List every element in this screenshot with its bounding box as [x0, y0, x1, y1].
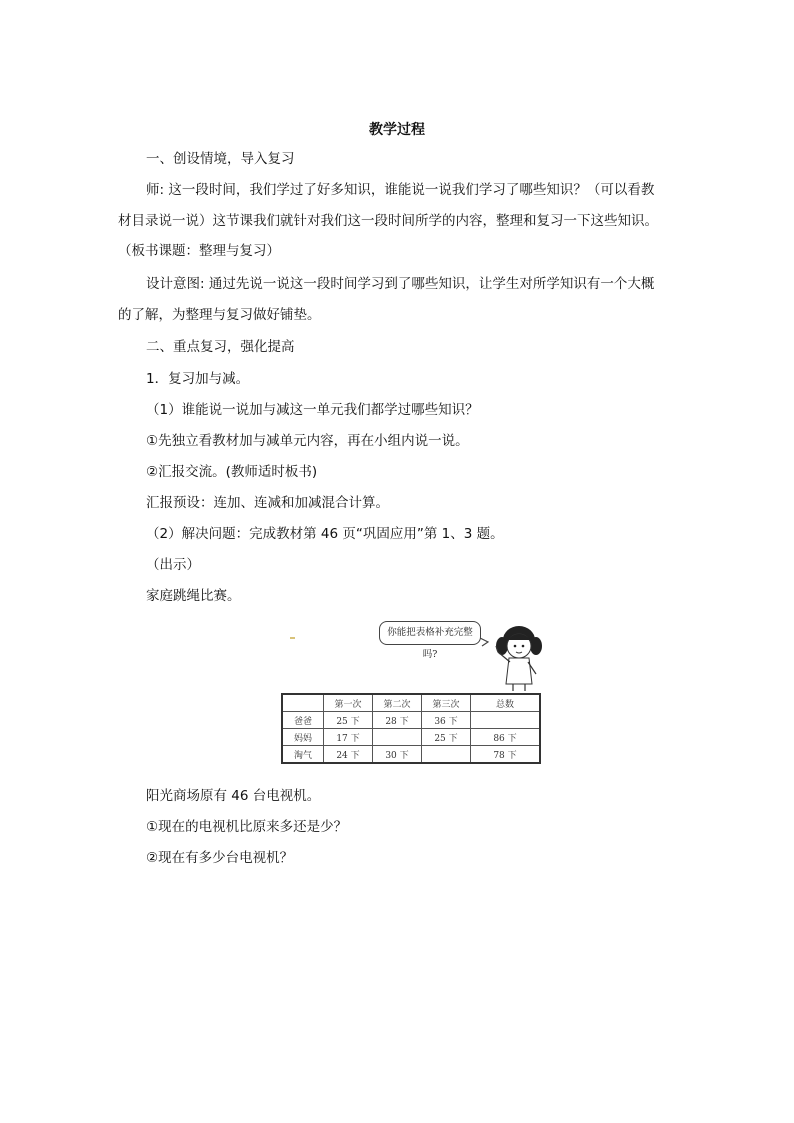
report-preset: 汇报预设：连加、连减和加减混合计算。 [146, 495, 389, 511]
header-cell: 第二次 [373, 694, 422, 712]
show-note: （出示） [146, 557, 200, 573]
table-row [282, 712, 540, 729]
question-2: （2）解决问题：完成教材第 46 页“巩固应用”第 1、3 题。 [146, 526, 504, 542]
header-cell: 第三次 [422, 694, 471, 712]
table-header-row [282, 694, 540, 712]
teacher-paragraph-line-3: （板书课题：整理与复习） [118, 243, 280, 259]
teacher-paragraph-line-1: 师: 这一段时间，我们学过了好多知识，谁能说一说我们学习了哪些知识？（可以看教 [146, 182, 655, 198]
table-cell [422, 746, 471, 764]
header-cell: 第一次 [324, 694, 373, 712]
problem-2-title: 阳光商场原有 46 台电视机。 [146, 788, 321, 804]
girl-illustration [480, 618, 552, 692]
table-cell: 25 下 [422, 729, 471, 746]
table-cell: 36 下 [422, 712, 471, 729]
teacher-paragraph-line-2: 材目录说一说）这节课我们就针对我们这一段时间所学的内容，整理和复习一下这些知识。 [118, 213, 658, 229]
item-1-heading: 1．复习加与减。 [146, 371, 250, 387]
table-row [282, 746, 540, 764]
rope-skipping-table [281, 693, 541, 764]
table-cell: 30 下 [373, 746, 422, 764]
step-1: ①先独立看教材加与减单元内容，再在小组内说一说。 [146, 433, 469, 449]
table-cell: 28 下 [373, 712, 422, 729]
table-cell: 24 下 [324, 746, 373, 764]
table-cell: 妈妈 [282, 729, 324, 746]
header-cell [282, 694, 324, 712]
sub-question-1: ①现在的电视机比原来多还是少？ [146, 819, 348, 835]
question-1: （1）谁能说一说加与减这一单元我们都学过哪些知识？ [146, 402, 479, 418]
sub-question-2: ②现在有多少台电视机？ [146, 850, 294, 866]
table-cell: 淘气 [282, 746, 324, 764]
design-intent-line-1: 设计意图: 通过先说一说这一段时间学习到了哪些知识，让学生对所学知识有一个大概 [146, 276, 655, 292]
header-cell: 总数 [471, 694, 541, 712]
section2-heading: 二、重点复习，强化提高 [146, 339, 295, 355]
problem-1-title: 家庭跳绳比赛。 [146, 588, 241, 604]
table-cell [471, 712, 541, 729]
speech-bubble: 你能把表格补充完整吗? [379, 621, 481, 645]
table-cell: 78 下 [471, 746, 541, 764]
step-2: ②汇报交流。(教师适时板书) [146, 464, 318, 480]
design-intent-line-2: 的了解，为整理与复习做好铺垫。 [118, 307, 321, 323]
table-cell: 17 下 [324, 729, 373, 746]
stray-mark [290, 637, 295, 639]
table-cell [373, 729, 422, 746]
table-cell: 25 下 [324, 712, 373, 729]
table-cell: 86 下 [471, 729, 541, 746]
section1-heading: 一、创设情境，导入复习 [146, 151, 295, 167]
table-row [282, 729, 540, 746]
page-title: 教学过程 [369, 122, 425, 138]
table-cell: 爸爸 [282, 712, 324, 729]
